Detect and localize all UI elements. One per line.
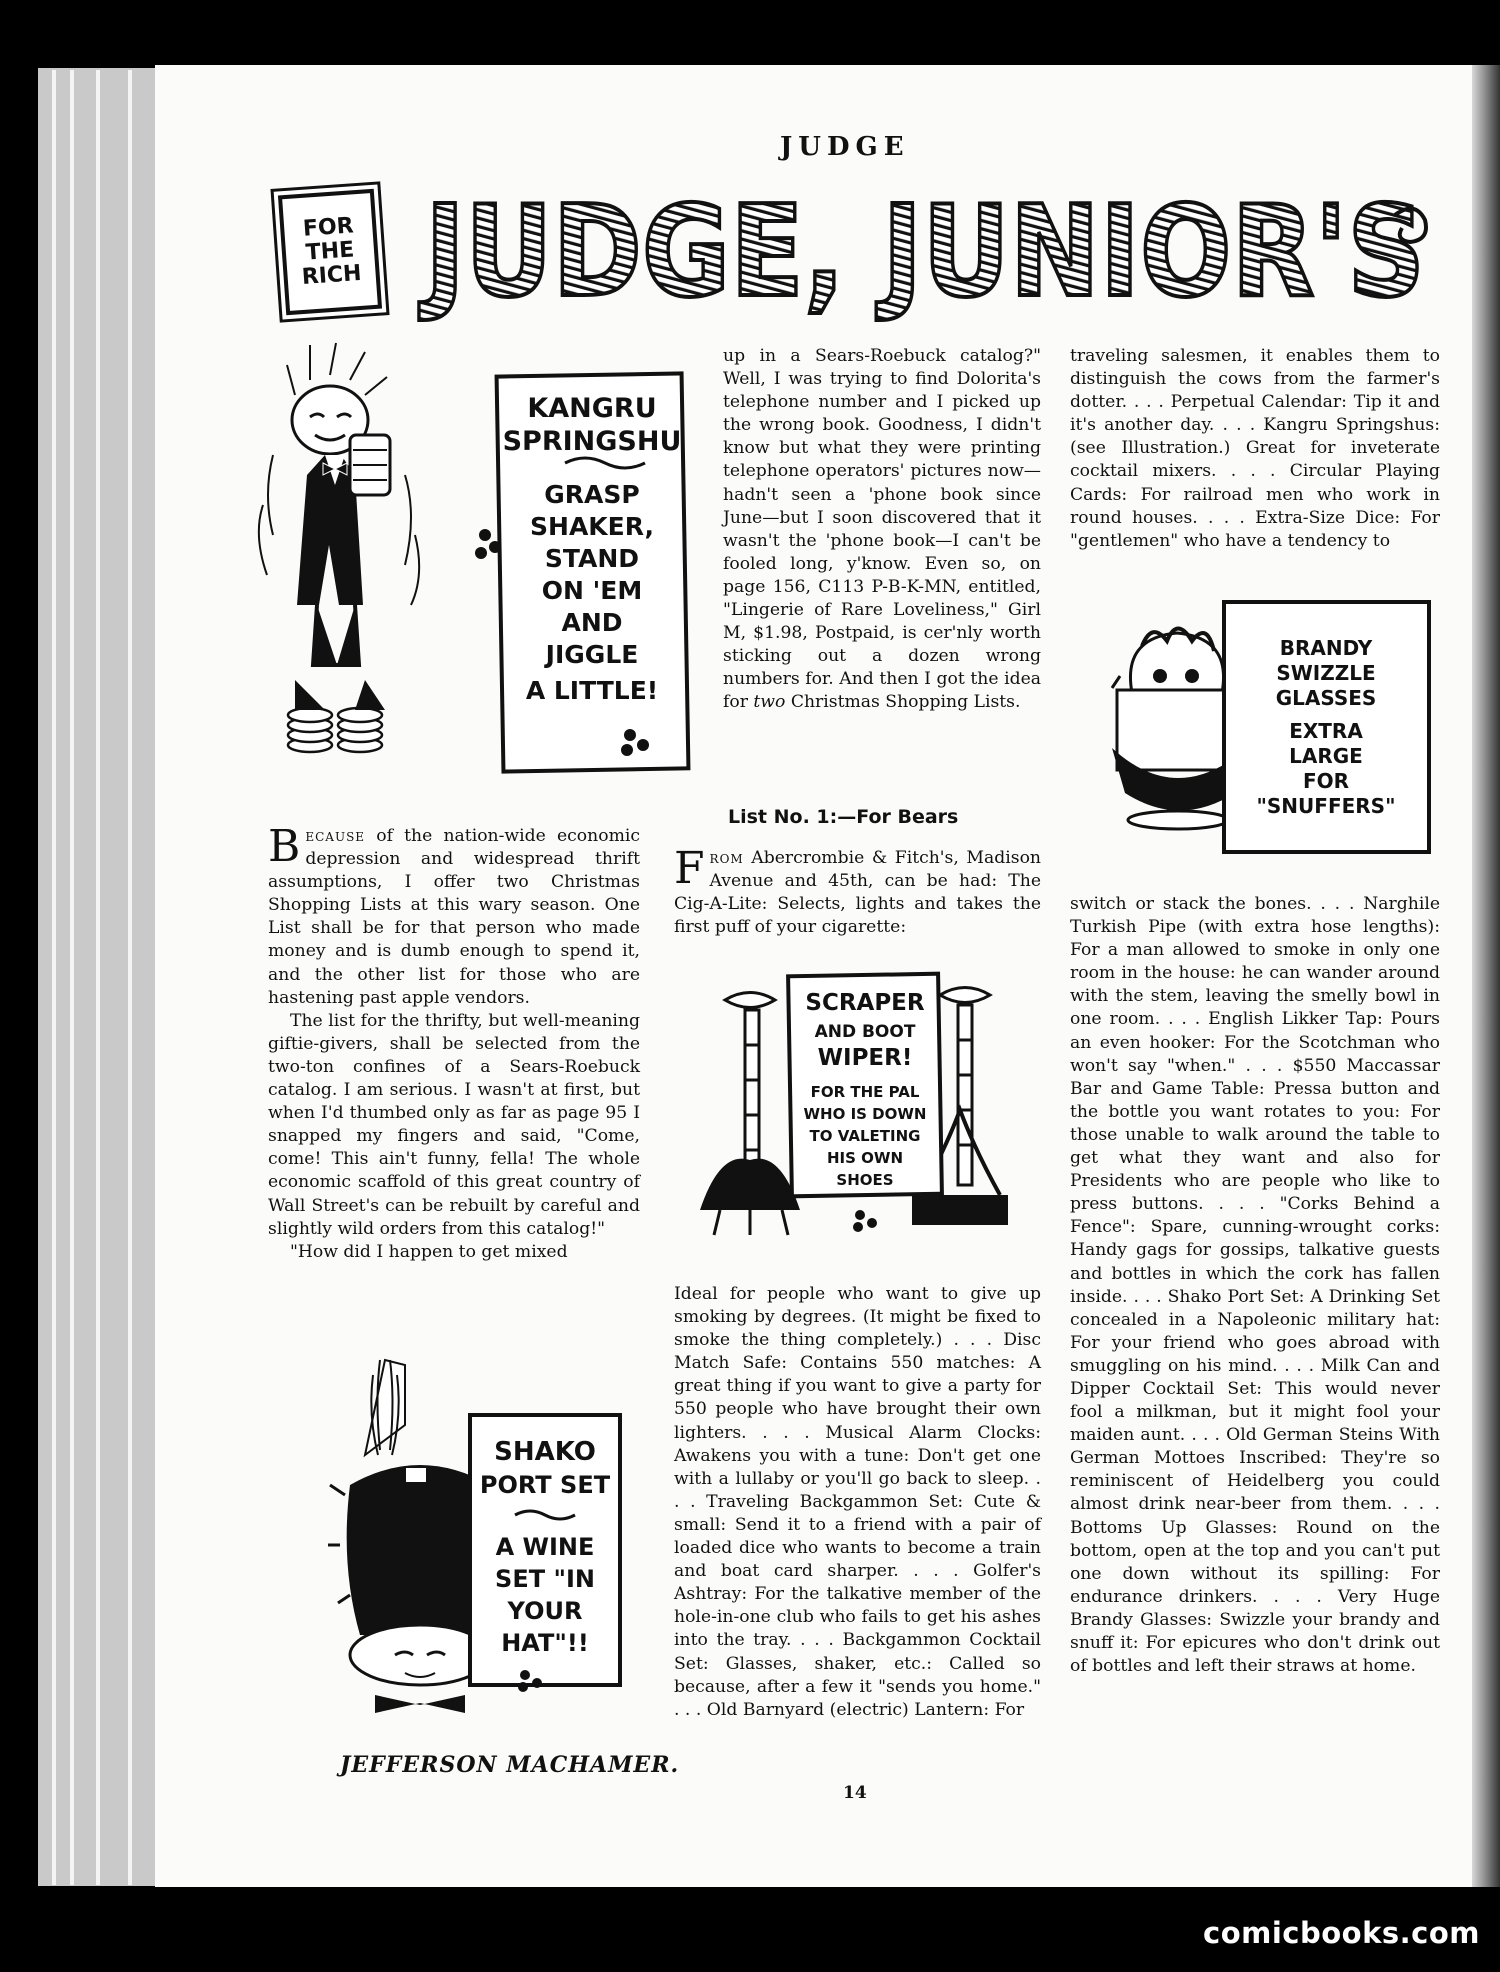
drop-cap: F bbox=[674, 843, 705, 894]
svg-text:HIS OWN: HIS OWN bbox=[826, 1149, 904, 1167]
page-edge bbox=[128, 70, 132, 1885]
svg-text:JIGGLE: JIGGLE bbox=[545, 640, 639, 669]
svg-text:SPRINGSHU: SPRINGSHU bbox=[502, 426, 682, 457]
svg-text:GRASP: GRASP bbox=[544, 480, 640, 509]
svg-text:STAND: STAND bbox=[544, 544, 640, 573]
svg-text:AND: AND bbox=[561, 608, 623, 637]
column-2-mid: From Abercrombie & Fitch's, Madison Avenue and 45th, can be had: The Cig-A-Lite: Selects, lights and takes the first puff of your cigarette: bbox=[674, 843, 1041, 938]
svg-text:SHAKO: SHAKO bbox=[494, 1437, 596, 1467]
svg-text:YOUR: YOUR bbox=[507, 1597, 583, 1625]
page-edge bbox=[52, 70, 56, 1885]
shako-port-set-cartoon bbox=[325, 1355, 625, 1745]
scraper-boot-wiper-cartoon bbox=[690, 955, 1050, 1260]
drop-cap: B bbox=[268, 821, 301, 872]
svg-text:HAT"!!: HAT"!! bbox=[501, 1629, 589, 1657]
svg-text:WHO IS DOWN: WHO IS DOWN bbox=[803, 1105, 927, 1123]
svg-text:SHAKER,: SHAKER, bbox=[530, 512, 654, 541]
svg-text:FOR THE PAL: FOR THE PAL bbox=[810, 1083, 920, 1101]
svg-text:JUDGE, JUNIOR'S: JUDGE, JUNIOR'S bbox=[418, 178, 1426, 325]
paragraph: The list for the thrifty, but well-meaning giftie-givers, shall be selected from the two-ton confines of a Sears-Roebuck catalog. I am serious. I wasn't at first, but when I'd thumbed only as far as page 95 I snapped my fingers and said, "Come, come! This ain't funny, fella! The whole economic scaffold of this great country of Wall Street's can be rebuilt by careful and slightly wild orders from this catalog!" bbox=[268, 1010, 640, 1239]
svg-text:ON 'EM: ON 'EM bbox=[541, 576, 643, 605]
brandy-sign-text: BRANDY SWIZZLE GLASSES EXTRA LARGE FOR "SNUFFERS" bbox=[1256, 635, 1396, 818]
svg-text:TO VALETING: TO VALETING bbox=[809, 1127, 921, 1145]
svg-text:PORT SET: PORT SET bbox=[479, 1471, 611, 1499]
paragraph: "How did I happen to get mixed bbox=[290, 1241, 568, 1262]
kangru-springshu-cartoon bbox=[255, 335, 695, 820]
svg-text:SET "IN: SET "IN bbox=[495, 1565, 595, 1593]
svg-text:A WINE: A WINE bbox=[495, 1533, 595, 1561]
page-number: 14 bbox=[843, 1783, 867, 1803]
watermark: comicbooks.com bbox=[1203, 1916, 1480, 1950]
column-2-top: up in a Sears-Roebuck catalog?" Well, I was trying to find Dolorita's telephone number and I picked up the wrong book. Goodness, I didn't know but what they were printing telephone operators' pictures now—hadn't seen a 'phone book since June—but I soon discovered that it wasn't the 'phone book—I can't be fooled long, y'know. Even so, on page 156, C113 P-B-K-MN, entitled, "Lingerie of Rare Loveliness," Girl M, $1.98, Postpaid, is cer'nly worth sticking out a dozen wrong numbers for. And then I got the idea for two Christmas Shopping Lists. bbox=[723, 346, 1041, 713]
column-2-bottom: Ideal for people who want to give up smoking by degrees. (It might be fixed to smoke the thing completely.) . . . Disc Match Safe: Contains 550 matches: A great thing if you want to give a party for 550 people who have brought their own lighters. . . . Musical Alarm Clocks: Awakens you with a tune: Don't get one with a lullaby or you'll go back to sleep. . . . Traveling Backgammon Set: Cute & small: Send it to a friend with a pair of loaded dice who wants to become a train and boat card sharper. . . . Golfer's Ashtray: For the talkative member of the hole-in-one club who fails to get his ashes into the tray. . . . Backgammon Cocktail Set: Glasses, shaker, etc.: Called so because, after a few it "sends you home." . . . Old Barnyard (electric) Lantern: For bbox=[674, 1284, 1041, 1720]
masthead-title bbox=[410, 178, 1440, 325]
svg-text:SCRAPER: SCRAPER bbox=[805, 990, 925, 1016]
artist-signature: JEFFERSON MACHAMER. bbox=[340, 1752, 680, 1778]
svg-text:A LITTLE!: A LITTLE! bbox=[525, 676, 659, 705]
column-3-top: traveling salesmen, it enables them to distinguish the cows from the farmer's dotter. . . . Perpetual Calendar: Tip it and it's another day. . . . Kangru Springshus: (see Illustration.) Great for inveterate cocktail mixers. . . . Circular Playing Cards: For railroad men who work in round houses. . . . Extra-Size Dice: For "gentlemen" who have a tendency to bbox=[1070, 346, 1440, 551]
svg-text:WIPER!: WIPER! bbox=[817, 1045, 913, 1071]
svg-text:KANGRU: KANGRU bbox=[527, 393, 657, 424]
column-1: Because of the nation-wide economic depression and widespread thrift assumptions, I offer two Christmas Shopping Lists at this wary season. One List shall be for that person who made money and is dumb enough to spend it, and the other list for those who are hastening past apple vendors. The list for the thrifty, but well-meaning giftie-givers, shall be selected from the two-ton confines of a Sears-Roebuck catalog. I am serious. I wasn't at first, but when I'd thumbed only as far as page 95 I snapped my fingers and said, "Come, come! This ain't funny, fella! The whole economic scaffold of this great country of Wall Street's can be rebuilt by careful and slightly wild orders from this catalog!" "How did I happen to get mixed bbox=[268, 825, 640, 1264]
page-edge bbox=[96, 70, 100, 1885]
for-the-rich-badge: FOR THE RICH bbox=[278, 189, 382, 315]
page-edge bbox=[70, 70, 74, 1885]
column-3-bottom: switch or stack the bones. . . . Narghile Turkish Pipe (with extra hose lengths): For a man allowed to smoke in only one room in the house: he can wander around with the stem, leaving the smelly bowl in one room. . . . English Likker Tap: Pours an even hooker: For the Scotchman who won't say "when." . . . $550 Maccassar Bar and Game Table: Pressa button and the bottle you want rotates to you: For those unable to walk around the table to get what they want and also for Presidents who are people who like to press buttons. . . . "Corks Behind a Fence": Spare, cunning-wrought corks: Handy gags for gossips, talkative guests and bottles in which the cork has fallen inside. . . . Shako Port Set: A Drinking Set concealed in a Napoleonic military hat: For your friend who goes abroad with smuggling on his mind. . . . Milk Can and Dipper Cocktail Set: This would never fool a milkman, but it might fool your maiden aunt. . . . Old German Steins With German Mottoes Inscribed: They're so reminiscent of Heidelberg you could almost drink near-beer from them. . . . Bottoms Up Glasses: Round on the bottom, open at the top and you can't put one down without its spilling: For endurance drinkers. . . . Very Huge Brandy Glasses: Swizzle your brandy and snuff it: For epicures who don't drink out of bottles and left their straws at home. bbox=[1070, 894, 1440, 1677]
svg-text:AND BOOT: AND BOOT bbox=[814, 1022, 916, 1042]
svg-text:SHOES: SHOES bbox=[836, 1171, 894, 1189]
running-head: JUDGE bbox=[780, 132, 910, 162]
list-heading: List No. 1:—For Bears bbox=[728, 806, 959, 828]
book-spine bbox=[1472, 65, 1500, 1887]
